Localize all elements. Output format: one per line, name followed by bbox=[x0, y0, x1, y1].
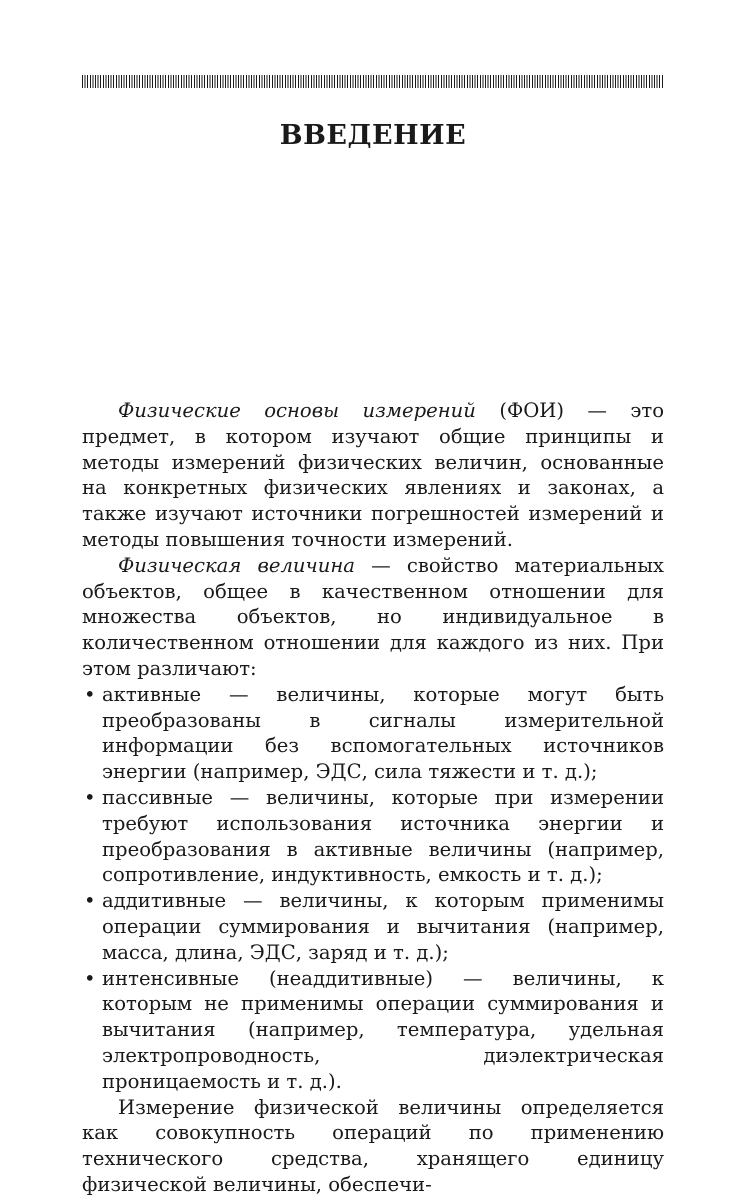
list-item-text: интенсивные (неаддитивные) — величины, к которым не применимы операции суммирования и вычитания (например, температура, удельная электропроводность, диэлектрическая проницаемость и т. д.). bbox=[102, 966, 664, 1093]
list-item-text: активные — величины, которые могут быть преобразованы в сигналы измерительной информации без вспомогательных источников энергии (например, ЭДС, сила тяжести и т. д.); bbox=[102, 682, 664, 784]
bullet-icon: • bbox=[84, 966, 96, 990]
paragraph-physical-quantity bbox=[82, 553, 664, 682]
list-item bbox=[82, 682, 664, 785]
list-item-text: пассивные — величины, которые при измерении требуют использования источника энергии и преобразования в активные величины (например, сопротивление, индуктивность, емкость и т. д.); bbox=[102, 785, 664, 887]
bullet-icon: • bbox=[84, 682, 96, 706]
quantity-types-list bbox=[82, 682, 664, 1095]
body-text bbox=[82, 398, 664, 1198]
paragraph-physical-quantity-text: — свойство материальных объектов, общее в качественном отношении для множества объектов, но индивидуальное в количественном отношении для каждого из них. При этом различают: bbox=[82, 553, 664, 680]
chapter-title: ВВЕДЕНИЕ bbox=[279, 120, 467, 151]
paragraph-foi-definition bbox=[82, 398, 664, 553]
term-physical-quantity: Физическая величина bbox=[118, 553, 355, 577]
term-foi: Физические основы измерений bbox=[118, 399, 476, 422]
bullet-icon: • bbox=[84, 889, 96, 913]
list-item bbox=[82, 966, 664, 1095]
header-decorative-rule bbox=[82, 75, 664, 88]
paragraph-foi-text: (ФОИ) — это предмет, в котором изучают общие принципы и методы измерений физических величин, основанные на конкретных физических явлениях и законах, а также изучают источники погрешностей измерений и методы повышения точности измерений. bbox=[82, 399, 665, 551]
bullet-icon: • bbox=[84, 785, 96, 809]
list-item-text: аддитивные — величины, к которым применимы операции суммирования и вычитания (например, масса, длина, ЭДС, заряд и т. д.); bbox=[102, 889, 664, 964]
list-item bbox=[82, 785, 664, 888]
paragraph-measurement bbox=[82, 1095, 664, 1198]
list-item bbox=[82, 888, 664, 965]
paragraph-measurement-text: Измерение физической величины определяется как совокупность операций по применению технического средства, хранящего единицу физической величины, обеспечи- bbox=[82, 1095, 664, 1196]
